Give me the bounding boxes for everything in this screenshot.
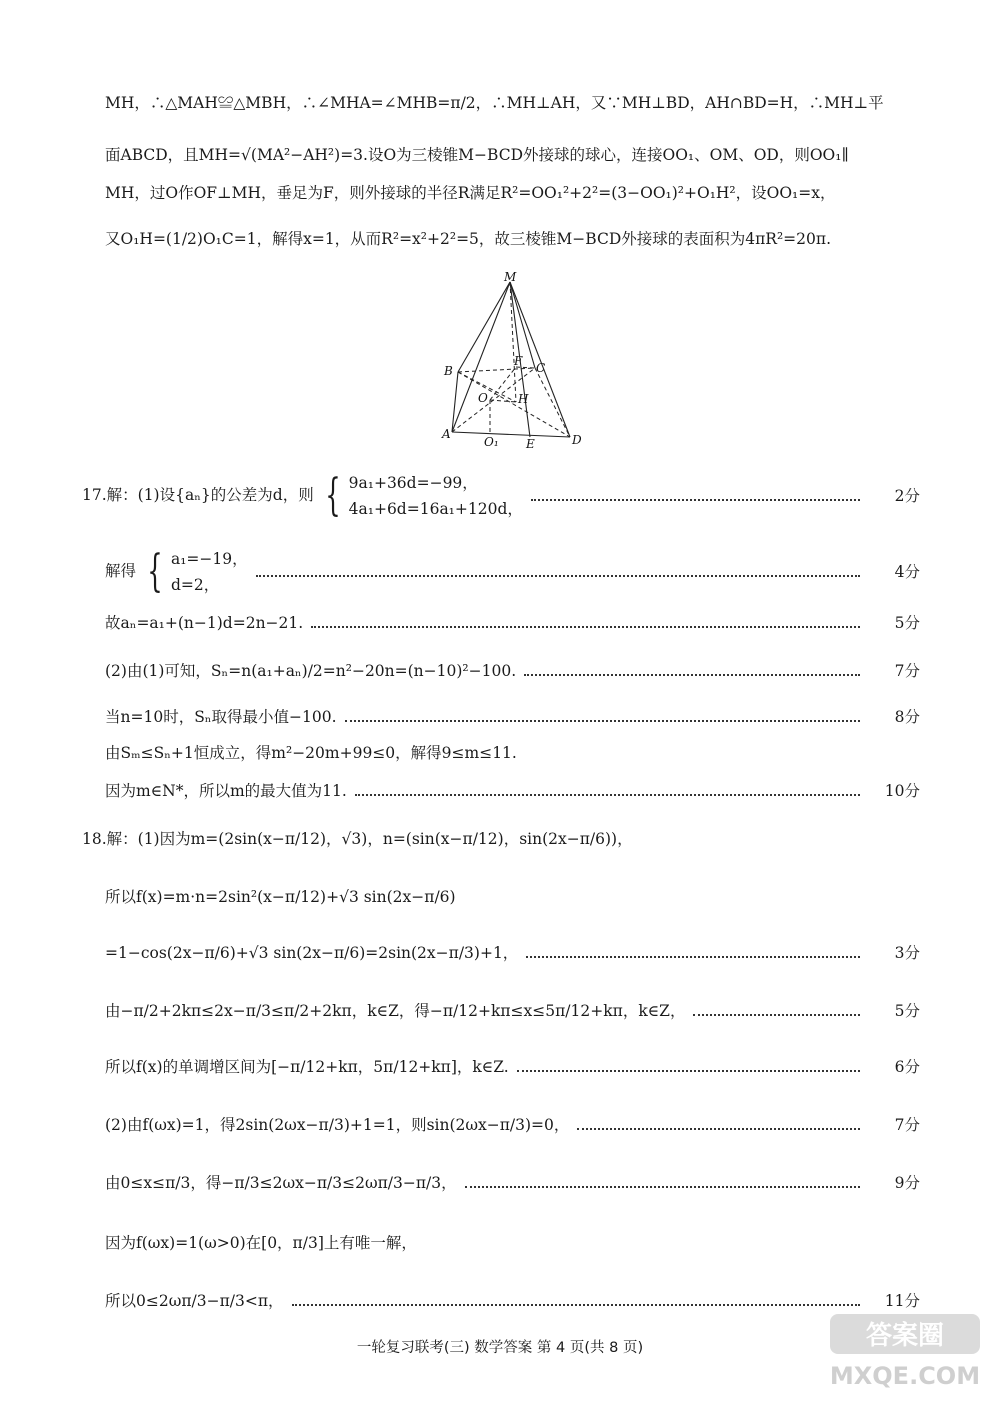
q18-line-2: 所以f(x)=m·n=2sin²(x−π/12)+√3 sin(2x−π/6): [105, 888, 456, 906]
label-f: F: [514, 354, 523, 368]
score: 7分: [894, 1116, 920, 1134]
q18-interval-derivation: 由−π/2+2kπ≤2x−π/3≤π/2+2kπ，k∈Z，得−π/12+kπ≤x≤5π/12+kπ，k∈Z，: [105, 1002, 686, 1020]
q17-line-4: [105, 660, 920, 682]
q17-sol1: a₁=−19，: [170, 550, 248, 568]
q18-line-6: [105, 1114, 920, 1136]
dot-leader: [693, 1014, 860, 1016]
dot-leader: [526, 956, 860, 958]
dot-leader: [311, 626, 860, 628]
q17-sol2: d=2，: [170, 576, 220, 594]
q17-solve-prefix: 解得: [105, 562, 137, 580]
q17-line-1: 17.解：(1)设{aₙ}的公差为d，则 { 9a₁+36d=−99， 4a₁+6d=16a₁+120d， 2分: [82, 470, 920, 521]
q18-line-4: [105, 1000, 920, 1022]
label-o: O: [478, 391, 488, 405]
dot-leader: [465, 1186, 860, 1188]
dot-leader: [524, 674, 860, 676]
score: 2分: [894, 487, 920, 505]
score: 3分: [894, 944, 920, 962]
watermark-text: MXQE.COM: [829, 1362, 981, 1390]
q18-line-3: [105, 942, 920, 964]
q18-line-9: [105, 1290, 920, 1312]
score: 10分: [884, 782, 920, 800]
q17-prefix: 17.解：(1)设{aₙ}的公差为d，则: [82, 486, 314, 504]
label-d: D: [572, 433, 582, 447]
q17-line-3: [105, 612, 920, 634]
dot-leader: [577, 1128, 860, 1130]
q18-line-5: [105, 1056, 920, 1078]
q18-line-1: 18.解：(1)因为m=(2sin(x−π/12)，√3)，n=(sin(x−π/12)，sin(2x−π/6))，: [82, 830, 633, 848]
score: 9分: [894, 1174, 920, 1192]
label-m: M: [504, 272, 517, 284]
q18-part2: (2)由f(ωx)=1，得2sin(2ωx−π/3)+1=1，则sin(2ωx−π/3)=0，: [105, 1116, 570, 1134]
score: 8分: [894, 708, 920, 726]
solution-line: MH，过O作OF⊥MH，垂足为F，则外接球的半径R满足R²=OO₁²+2²=(3−OO₁)²+O₁H²，设OO₁=x，: [105, 184, 836, 202]
score: 5分: [894, 1002, 920, 1020]
label-h: H: [518, 392, 529, 406]
q17-max: 因为m∈N*，所以m的最大值为11.: [105, 782, 347, 800]
score: 7分: [894, 662, 920, 680]
solution-line: MH，∴△MAH≌△MBH，∴∠MHA=∠MHB=π/2，∴MH⊥AH，又∵MH⊥BD，AH∩BD=H，∴MH⊥平: [105, 94, 884, 112]
watermark-logo: 答案圈: [865, 1321, 945, 1351]
label-o1: O₁: [484, 435, 499, 449]
q18-increasing-interval: 所以f(x)的单调增区间为[−π/12+kπ，5π/12+kπ]，k∈Z.: [105, 1058, 509, 1076]
score: 5分: [894, 614, 920, 632]
dot-leader: [517, 1070, 860, 1072]
dot-leader: [345, 720, 860, 722]
label-b: B: [444, 364, 453, 378]
q17-line-5: [105, 706, 920, 728]
q18-line-7: [105, 1172, 920, 1194]
q18-line-8: 因为f(ωx)=1(ω>0)在[0，π/3]上有唯一解，: [105, 1234, 417, 1252]
solution-line: 又O₁H=(1/2)O₁C=1，解得x=1，从而R²=x²+2²=5，故三棱锥M−BCD外接球的表面积为4πR²=20π.: [105, 230, 832, 248]
solution-line: 面ABCD，且MH=√(MA²−AH²)=3.设O为三棱锥M−BCD外接球的球心，连接OO₁、OM、OD，则OO₁∥: [105, 146, 849, 164]
site-watermark: [820, 1310, 990, 1395]
score: 4分: [894, 563, 920, 581]
dot-leader: [292, 1304, 860, 1306]
label-c: C: [536, 361, 546, 375]
dot-leader: [355, 794, 860, 796]
q17-sum: (2)由(1)可知，Sₙ=n(a₁+aₙ)/2=n²−20n=(n−10)²−100.: [105, 662, 517, 680]
q17-min: 当n=10时，Sₙ取得最小值−100.: [105, 708, 337, 726]
q18-inequality: 所以0≤2ωπ/3−π/3<π，: [105, 1292, 284, 1310]
q17-general-term: 故aₙ=a₁+(n−1)d=2n−21.: [105, 614, 304, 632]
dot-leader: [531, 499, 860, 501]
q18-range: 由0≤x≤π/3，得−π/3≤2ωx−π/3≤2ωπ/3−π/3，: [105, 1174, 457, 1192]
q17-line-6: 由Sₘ≤Sₙ+1恒成立，得m²−20m+99≤0，解得9≤m≤11.: [105, 744, 517, 762]
q17-line-7: [105, 780, 920, 802]
score: 6分: [894, 1058, 920, 1076]
q17-eq1: 9a₁+36d=−99，: [348, 474, 478, 492]
q17-eq2: 4a₁+6d=16a₁+120d，: [348, 500, 523, 518]
label-e: E: [526, 437, 535, 451]
q17-line-2: 解得 { a₁=−19， d=2， 4分: [105, 546, 920, 597]
pyramid-diagram: [440, 272, 590, 457]
dot-leader: [256, 575, 860, 577]
q18-fx: =1−cos(2x−π/6)+√3 sin(2x−π/6)=2sin(2x−π/3)+1，: [105, 944, 519, 962]
label-a: A: [442, 427, 451, 441]
score: 11分: [884, 1292, 920, 1310]
page-footer: 一轮复习联考(三) 数学答案 第 4 页(共 8 页): [356, 1340, 644, 1356]
